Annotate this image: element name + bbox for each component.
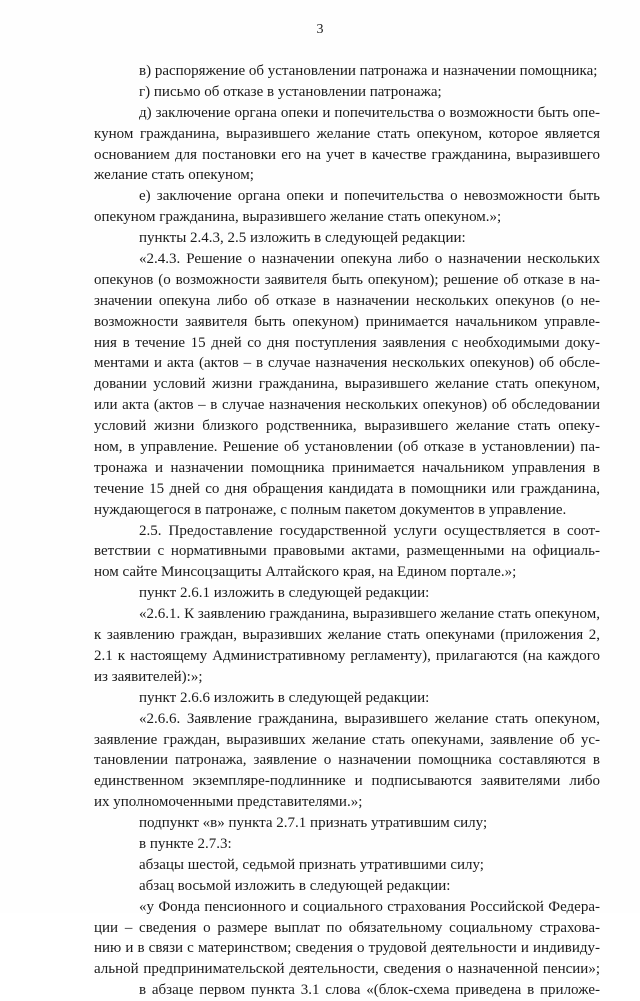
text-line: пункт 2.6.6 изложить в следующей редакции: xyxy=(139,689,430,706)
text-line: опекунов (о возможности заявителя быть опекуном); решение об отказе в на- xyxy=(94,271,600,288)
page-number: 3 xyxy=(316,22,324,37)
text-line: абзац восьмой изложить в следующей редакции: xyxy=(139,877,451,894)
text-line: е) заключение органа опеки и попечительства о невозможности быть xyxy=(139,188,600,205)
text-line: течение 15 дней со дня обращения кандидата в помощники или гражданина, xyxy=(94,480,600,497)
text-line: «2.4.3. Решение о назначении опекуна либо о назначении нескольких xyxy=(139,251,600,268)
text-line: нуждающегося в патронаже, с полным пакетом документов в управление. xyxy=(94,501,567,518)
text-line: тановлении патронажа, заявление о назначении помощника составляются в xyxy=(94,752,600,769)
text-line: или акта (актов – в случае назначения нескольких опекунов) об обследовании xyxy=(94,397,600,414)
text-line: в абзаце первом пункта 3.1 слова «(блок-схема приведена в приложе- xyxy=(139,982,600,999)
text-line: условий жизни близкого родственника, выразившего желание стать опеку- xyxy=(94,418,600,435)
text-line: ном сайте Минсоцзащиты Алтайского края, на Едином портале.»; xyxy=(94,564,517,581)
text-line: тронажа и назначении помощника принимается начальником управления в xyxy=(94,459,600,476)
text-line: «у Фонда пенсионного и социального страхования Российской Федера- xyxy=(139,898,600,915)
text-line: альной предпринимательской деятельности, сведения о назначенной пенсии»; xyxy=(94,961,600,978)
text-line: основанием для постановки его на учет в качестве гражданина, выразившего xyxy=(94,146,600,163)
text-line: абзацы шестой, седьмой признать утратившими силу; xyxy=(139,856,484,873)
text-line: в пункте 2.7.3: xyxy=(139,835,232,852)
text-line: д) заключение органа опеки и попечительства о возможности быть опе- xyxy=(139,104,600,121)
text-line: их уполномоченными представителями.»; xyxy=(94,794,363,811)
text-line: «2.6.6. Заявление гражданина, выразившего желание стать опекуном, xyxy=(139,710,600,727)
text-line: ветствии с нормативными правовыми актами, размещенными на официаль- xyxy=(94,543,600,560)
text-line: г) письмо об отказе в установлении патронажа; xyxy=(139,83,442,100)
text-line: подпункт «в» пункта 2.7.1 признать утратившим силу; xyxy=(139,815,488,832)
text-line: значении опекуна либо об отказе в назначении нескольких опекунов (о не- xyxy=(94,292,600,309)
text-line: нию и в связи с материнством; сведения о трудовой деятельности и индивиду- xyxy=(94,940,600,957)
text-line: ментами и акта (актов – в случае назначения нескольких опекунов) об обсле- xyxy=(94,355,600,372)
text-line: в) распоряжение об установлении патронажа и назначении помощника; xyxy=(139,63,598,79)
text-line: 2.5. Предоставление государственной услуги осуществляется в соот- xyxy=(139,522,600,539)
text-line: ции – сведения о размере выплат по обязательному социальному страхова- xyxy=(94,919,600,936)
text-line: «2.6.1. К заявлению гражданина, выразившего желание стать опекуном, xyxy=(139,606,600,623)
text-line: ном, в управление. Решение об установлении (об отказе в установлении) па- xyxy=(94,439,600,456)
text-line: ния в течение 15 дней со дня поступления заявления с необходимыми доку- xyxy=(94,334,600,351)
text-line: желание стать опекуном; xyxy=(94,167,254,184)
text-line: из заявителей):»; xyxy=(94,668,203,685)
text-line: к заявлению граждан, выразивших желание стать опекунами (приложения 2, xyxy=(94,627,600,644)
text-line: пункт 2.6.1 изложить в следующей редакции: xyxy=(139,585,430,602)
text-line: 2.1 к настоящему Административному регламенту), прилагаются (на каждого xyxy=(94,647,600,664)
text-line: куном гражданина, выразившего желание стать опекуном, которое является xyxy=(94,125,600,142)
text-line: пункты 2.4.3, 2.5 изложить в следующей редакции: xyxy=(139,230,466,247)
document-body xyxy=(94,61,600,1001)
text-line: опекуном гражданина, выразившего желание стать опекуном.»; xyxy=(94,209,502,226)
text-line: заявление граждан, выразивших желание стать опекунами, заявление об ус- xyxy=(94,731,600,748)
text-line: возможности заявителя быть опекуном) принимается начальником управле- xyxy=(94,313,600,330)
text-line: единственном экземпляре-подлиннике и подписываются заявителями либо xyxy=(94,773,600,790)
text-line: довании условий жизни гражданина, выразившего желание стать опекуном, xyxy=(94,376,600,393)
